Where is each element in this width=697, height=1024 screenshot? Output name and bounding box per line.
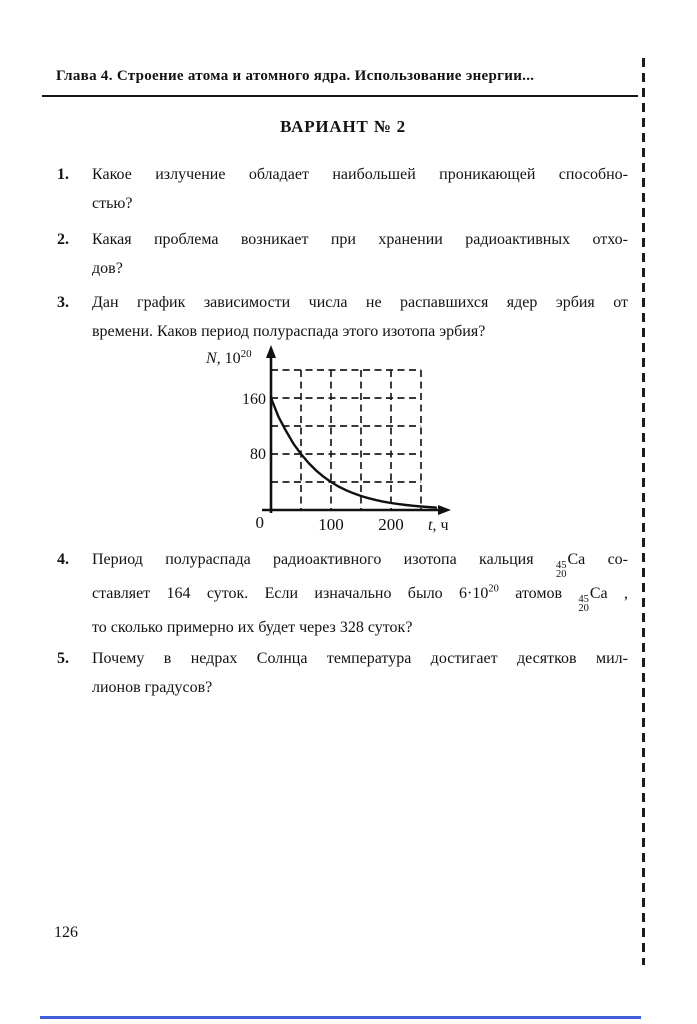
question-line	[92, 545, 628, 579]
x-tick-100: 100	[318, 515, 344, 534]
question-text: атомов	[515, 585, 563, 602]
page-edge-dashed-line	[642, 58, 645, 965]
question-1	[57, 160, 628, 218]
y-axis-arrow	[266, 345, 276, 358]
isotope-mass-number: 45	[555, 560, 567, 571]
question-text: ставляет 164 суток. Если изначально было $6\cdot 10^{20}$	[92, 583, 499, 602]
x-axis-label: t, ч	[428, 517, 449, 534]
question-line	[92, 579, 628, 613]
question-text: ,	[624, 585, 628, 602]
x-tick-200: 200	[378, 515, 404, 534]
isotope-atomic-number: 20	[555, 569, 567, 580]
bottom-blue-line	[40, 1016, 641, 1019]
isotope-symbol: Ca	[567, 551, 586, 568]
question-line: Какая проблема возникает при хранении радиоактивных отхо-	[92, 231, 628, 248]
isotope-mass-number: 45	[578, 594, 589, 605]
isotope-notation-ca45	[578, 585, 608, 614]
origin-tick-0: 0	[255, 513, 264, 532]
question-number: 5.	[57, 650, 69, 667]
decay-graph	[204, 342, 460, 540]
question-line: то сколько примерно их будет через 328 суток?	[92, 619, 413, 636]
variant-title: ВАРИАНТ № 2	[280, 117, 406, 136]
exponent: 20	[488, 583, 499, 595]
question-5	[57, 644, 628, 702]
header-rule	[42, 95, 638, 97]
question-number: 1.	[57, 166, 69, 183]
question-line: лионов градусов?	[92, 679, 213, 696]
question-line: Почему в недрах Солнца температура достигает десятков мил-	[92, 650, 628, 667]
isotope-atomic-number: 20	[578, 603, 589, 614]
y-tick-160: 160	[242, 391, 266, 408]
question-number: 2.	[57, 231, 69, 248]
question-4	[57, 545, 628, 642]
decay-curve	[271, 398, 436, 508]
question-line: стью?	[92, 195, 133, 212]
question-line: дов?	[92, 260, 123, 277]
y-axis-label: N, $10^{20}$	[206, 348, 252, 367]
grid-horizontal-lines	[271, 370, 421, 482]
page-number: 126	[54, 924, 78, 941]
isotope-symbol: Ca	[589, 585, 608, 602]
y-tick-80: 80	[250, 446, 266, 463]
question-text: со-	[607, 551, 628, 568]
question-text: Период полураспада радиоактивного изотопа кальция	[92, 551, 534, 568]
question-3	[57, 288, 628, 346]
question-line: Какое излучение обладает наибольшей проникающей способно-	[92, 166, 628, 183]
running-head: Глава 4. Строение атома и атомного ядра. Использование энергии...	[56, 68, 535, 84]
isotope-notation-ca45	[555, 551, 586, 580]
question-number: 3.	[57, 294, 69, 311]
question-2	[57, 225, 628, 283]
question-line: Дан график зависимости числа не распавшихся ядер эрбия от	[92, 294, 628, 311]
question-number: 4.	[57, 551, 69, 568]
question-line: времени. Каков период полураспада этого изотопа эрбия?	[92, 323, 486, 340]
grid-vertical-lines	[301, 370, 421, 510]
x-axis-arrow	[438, 505, 451, 515]
